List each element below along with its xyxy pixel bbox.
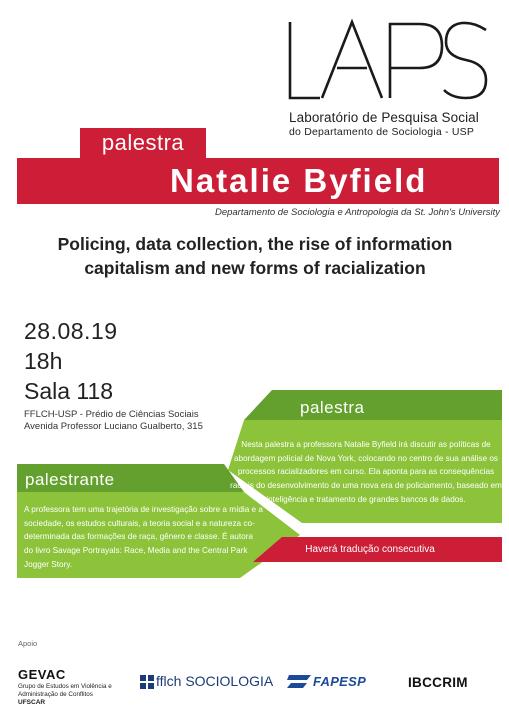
apoio-label: Apoio (18, 639, 38, 648)
fflch-logo-icon (140, 675, 154, 689)
gevac-ufscar: UFSCAR (18, 699, 46, 706)
gevac-description: Grupo de Estudos em Violência e Administração de Conflitos (18, 683, 112, 698)
speaker-name: Natalie Byfield (170, 162, 428, 199)
fflch-sociologia-logo: fflch SOCIOLOGIA (156, 673, 274, 689)
fapesp-logo: FAPESP (313, 674, 367, 689)
speaker-bio: A professora tem uma trajetória de investigação sobre a mídia e a sociedade, os estudos culturais, a teoria social e a natureza co-determinada das formações de raça, gênero e classe. É autora do livro Savage Portrayals: Race, Media and the Central Park Jogger Story. (24, 505, 263, 569)
ibccrim-logo: IBCCRIM (408, 675, 468, 690)
palestrante-box-title: palestrante (25, 470, 115, 489)
event-date: 28.08.19 (24, 318, 118, 344)
palestra-description: Nesta palestra a professora Natalie Byfield irá discutir as políticas de abordagem policial de Nova York, colocando no centro de sua análise os processos racializadores em curso. Ela aponta para as consequências raciais do desenvolvimento de uma nova era de policiamento, baseado em inteligência e tratamento de grandes bancos de dados. (230, 440, 502, 504)
translation-note: Haverá tradução consecutiva (305, 544, 435, 555)
laps-subtitle-line2: do Departamento de Sociologia - USP (289, 126, 475, 138)
laps-subtitle-line1: Laboratório de Pesquisa Social (289, 110, 479, 125)
fapesp-logo-icon (287, 673, 313, 691)
palestra-tab-shape (244, 390, 502, 420)
gevac-logo-name: GEVAC (18, 667, 66, 682)
event-room: Sala 118 (24, 378, 114, 404)
talk-title: Policing, data collection, the rise of information capitalism and new forms of racialization (57, 234, 453, 278)
venue-line2: Avenida Professor Luciano Gualberto, 315 (24, 421, 203, 432)
event-time: 18h (24, 348, 63, 374)
palestra-box-title: palestra (300, 398, 365, 417)
venue-line1: FFLCH-USP - Prédio de Ciências Sociais (24, 409, 199, 420)
laps-logo (286, 18, 491, 103)
speaker-affiliation: Departamento de Sociologia e Antropologia da St. John's University (214, 207, 500, 218)
palestra-header-label: palestra (101, 130, 185, 155)
